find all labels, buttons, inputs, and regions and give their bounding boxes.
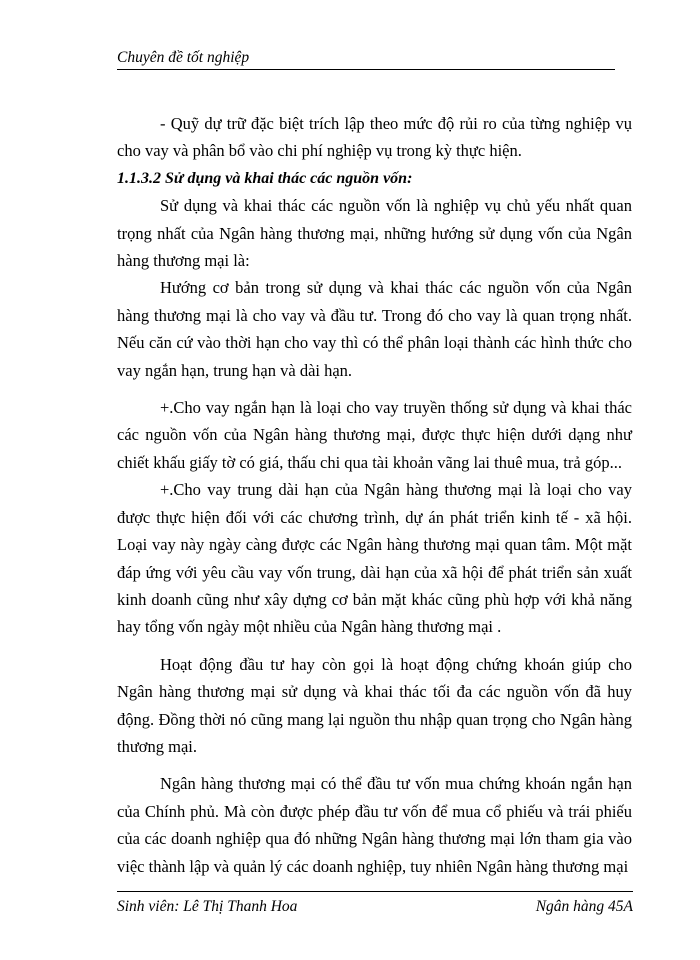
page-header xyxy=(117,47,615,70)
footer-class: Ngân hàng 45A xyxy=(535,898,633,915)
header-title: Chuyên đề tốt nghiệp xyxy=(117,49,250,66)
paragraph-reserve-fund: - Quỹ dự trữ đặc biệt trích lập theo mức độ rủi ro của từng nghiệp vụ cho vay và phân bổ vào chi phí nghiệp vụ trong kỳ thực hiện. xyxy=(117,114,632,161)
document-body xyxy=(117,110,632,880)
page-footer xyxy=(117,891,633,916)
paragraph-capital-use: Sử dụng và khai thác các nguồn vốn là nghiệp vụ chủ yếu nhất quan trọng nhất của Ngân hàng thương mại, những hướng sử dụng vốn của Ngân hàng thương mại là: xyxy=(117,196,632,271)
paragraph-securities-investment: Ngân hàng thương mại có thể đầu tư vốn mua chứng khoán ngắn hạn của Chính phủ. Mà còn được phép đầu tư vốn để mua cổ phiếu và trái phiếu của các doanh nghiệp qua đó những Ngân hàng thương mại lớn tham gia vào việc thành lập và quản lý các doanh nghiệp, tuy nhiên Ngân hàng thương mại xyxy=(117,774,632,876)
paragraph-lending-investment: Hướng cơ bản trong sử dụng và khai thác các nguồn vốn của Ngân hàng thương mại là cho vay và đầu tư. Trong đó cho vay là quan trọng nhất. Nếu căn cứ vào thời hạn cho vay thì có thể phân loại thành các hình thức cho vay ngắn hạn, trung hạn và dài hạn. xyxy=(117,278,632,380)
section-heading: 1.1.3.2 Sử dụng và khai thác các nguồn vốn: xyxy=(117,169,413,187)
paragraph-short-term-loans: +.Cho vay ngắn hạn là loại cho vay truyền thống sử dụng và khai thác các nguồn vốn của Ngân hàng thương mại, được thực hiện dưới dạng như chiết khấu giấy tờ có giá, thấu chi qua tài khoản vãng lai thuê mua, trả góp... xyxy=(117,398,632,472)
paragraph-investment-activity: Hoạt động đầu tư hay còn gọi là hoạt động chứng khoán giúp cho Ngân hàng thương mại sử dụng và khai thác tối đa các nguồn vốn đã huy động. Đồng thời nó cũng mang lại nguồn thu nhập quan trọng cho Ngân hàng thương mại. xyxy=(117,654,632,756)
footer-student: Sinh viên: Lê Thị Thanh Hoa xyxy=(117,898,298,915)
paragraph-medium-long-term-loans: +.Cho vay trung dài hạn của Ngân hàng thương mại là loại cho vay được thực hiện đối với các chương trình, dự án phát triển kinh tế - xã hội. Loại vay này ngày càng được các Ngân hàng thương mại quan tâm. Một mặt đáp ứng với yêu cầu vay vốn trung, dài hạn của xã hội để phát triển sản xuất kinh doanh cũng như xây dựng cơ bản mặt khác cũng phù hợp với khả năng hay tổng vốn ngày một nhiều của Ngân hàng thương mại . xyxy=(117,480,632,637)
